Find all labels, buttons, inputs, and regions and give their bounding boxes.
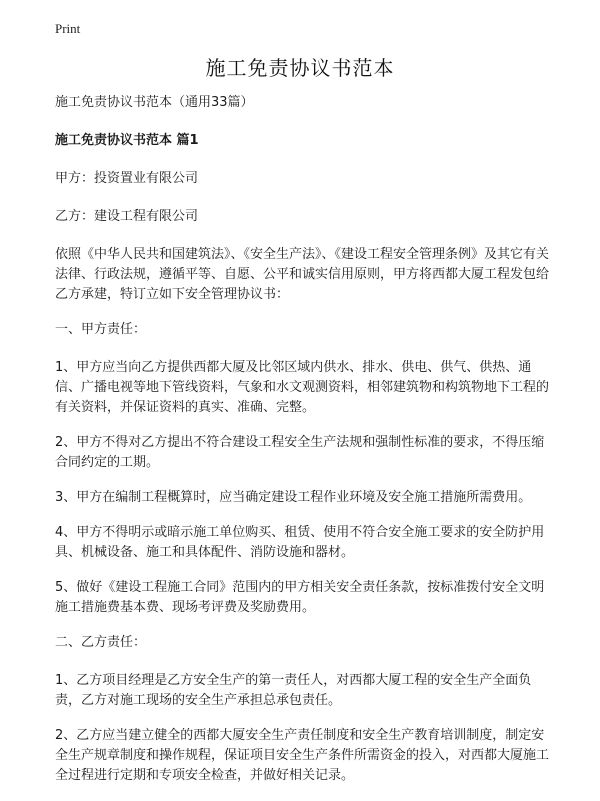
intro-paragraph: 依照《中华人民共和国建筑法》、《安全生产法》、《建设工程安全管理条例》及其它有关法律、行政法规，遵循平等、自愿、公平和诚实信用原则，甲方将西都大厦工程发包给乙方承建，特订立如下安全管理协议书：	[55, 247, 550, 302]
party-b-item-1: 1、乙方项目经理是乙方安全生产的第一责任人，对西都大厦工程的安全生产全面负责，乙方对施工现场的安全生产承担总承包责任。	[55, 673, 532, 708]
party-a-heading: 一、甲方责任：	[55, 322, 147, 337]
party-b-heading: 二、乙方责任：	[55, 635, 147, 650]
party-a-item-4: 4、甲方不得明示或暗示施工单位购买、租赁、使用不符合安全施工要求的安全防护用具、机械设备、施工和具体配件、消防设施和器材。	[55, 525, 545, 560]
party-b-line: 乙方：建设工程有限公司	[55, 209, 199, 224]
party-a-item-5: 5、做好《建设工程施工合同》范围内的甲方相关安全责任条款，按标准拨付安全文明施工措施费基本费、现场考评费及奖励费用。	[55, 580, 545, 615]
party-a-line: 甲方：投资置业有限公司	[55, 171, 199, 186]
party-a-item-3: 3、甲方在编制工程概算时，应当确定建设工程作业环境及安全施工措施所需费用。	[55, 490, 532, 505]
document-body	[55, 93, 553, 801]
section-title: 施工免责协议书范本 篇1	[55, 133, 199, 148]
party-a-item-1: 1、甲方应当向乙方提供西都大厦及比邻区域内供水、排水、供电、供气、供热、通信、广播电视等地下管线资料，气象和水文观测资料，相邻建筑物和构筑物地下工程的有关资料，并保证资料的真实、准确、完整。	[55, 360, 550, 415]
party-a-item-2: 2、甲方不得对乙方提出不符合建设工程安全生产法规和强制性标准的要求，不得压缩合同约定的工期。	[55, 435, 545, 470]
document-subtitle: 施工免责协议书范本（通用33篇）	[55, 95, 254, 110]
print-label: Print	[55, 21, 81, 36]
party-b-item-2: 2、乙方应当建立健全的西都大厦安全生产责任制度和安全生产教育培训制度，制定安全生产规章制度和操作规程，保证项目安全生产条件所需资金的投入，对西都大厦施工全过程进行定期和专项安全检查，并做好相关记录。	[55, 728, 550, 783]
document-title: 施工免责协议书范本	[205, 56, 395, 80]
